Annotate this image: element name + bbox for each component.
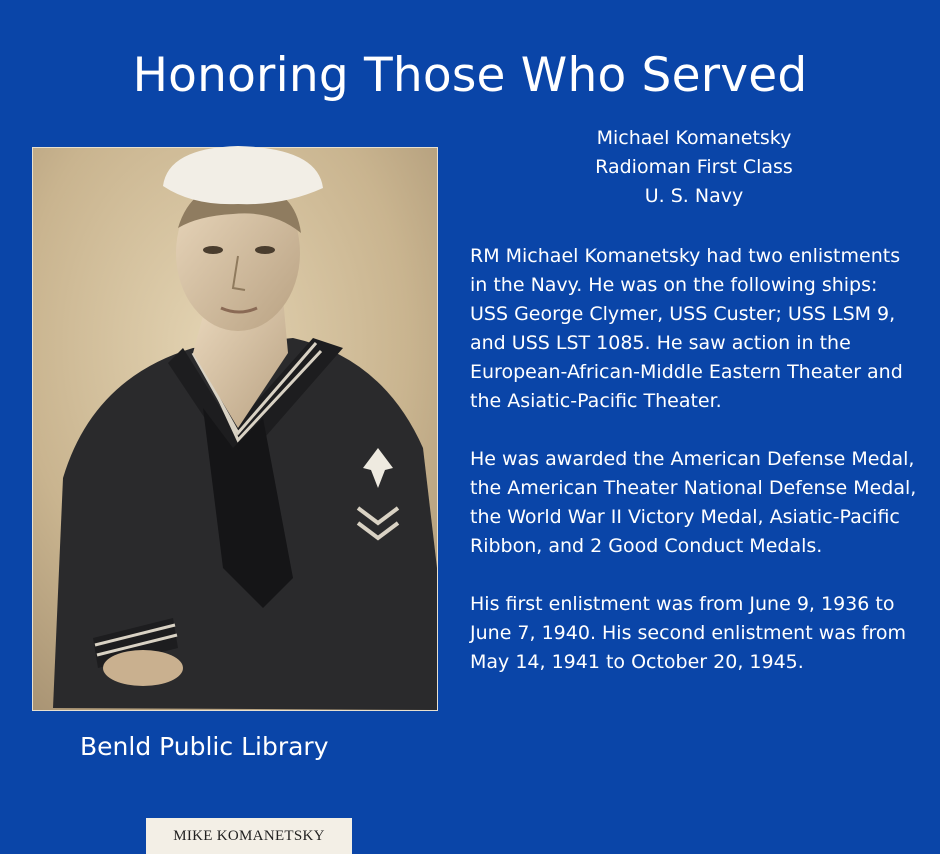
bio-paragraph-ships: RM Michael Komanetsky had two enlistments in the Navy. He was on the following ships: USS George Clymer, USS Custer; USS LSM 9, and USS LST 1085. He saw action in the European-African-Middle Eastern Theater and the Asiatic-Pacific Theater. <box>470 245 903 412</box>
member-rank: Radioman First Class <box>595 156 793 178</box>
bio-paragraph-enlistments: His first enlistment was from June 9, 1936 to June 7, 1940. His second enlistment was from May 14, 1941 to October 20, 1945. <box>470 593 907 673</box>
service-member-heading <box>470 124 918 211</box>
member-name: Michael Komanetsky <box>596 127 792 149</box>
portrait-illustration <box>33 148 437 710</box>
photo-caption: MIKE KOMANETSKY <box>146 818 352 854</box>
bio-paragraph-awards: He was awarded the American Defense Medal, the American Theater National Defense Medal, the World War II Victory Medal, Asiatic-Pacific Ribbon, and 2 Good Conduct Medals. <box>470 448 917 557</box>
biography <box>470 242 920 706</box>
page-title: Honoring Those Who Served <box>132 48 808 103</box>
library-name: Benld Public Library <box>80 732 329 761</box>
member-branch: U. S. Navy <box>644 185 744 207</box>
